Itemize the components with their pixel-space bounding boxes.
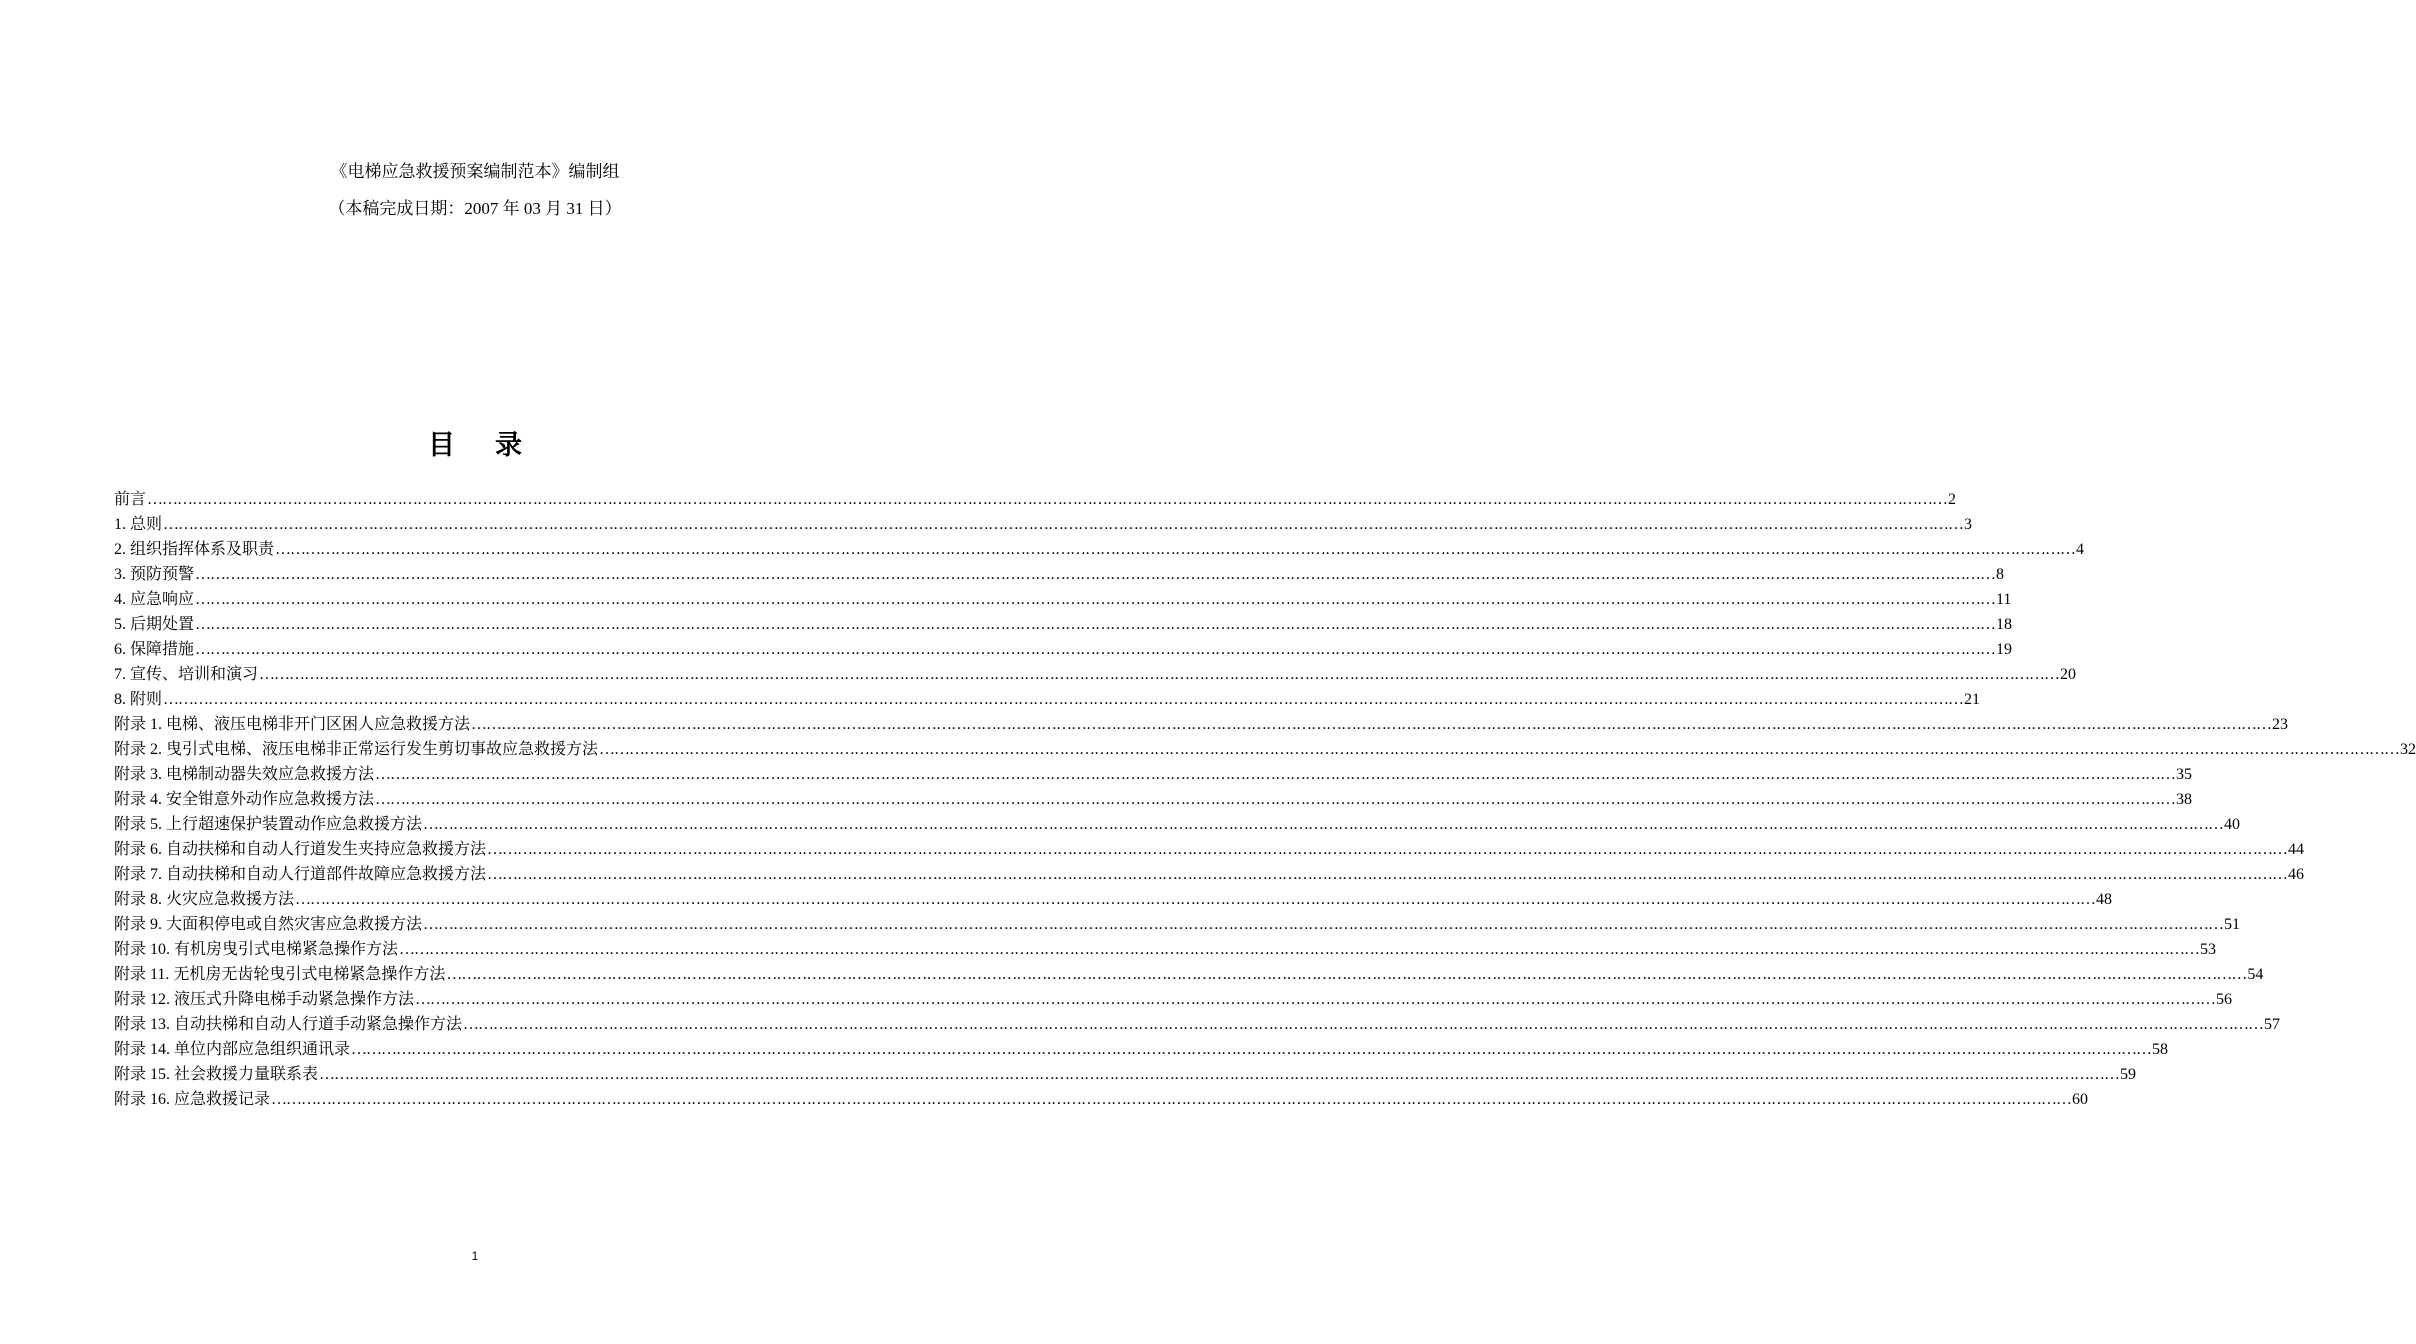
toc-entry-label: 1. 总则 — [114, 516, 163, 533]
toc-entry-page: 46 — [2288, 866, 2305, 883]
toc-dot-leader: ……………………………………………………………………………………………………………………………………………………………………………………………………………………………………………………………………………………………………………………………… — [446, 966, 2247, 983]
toc-title — [0, 428, 950, 462]
toc-entry-page: 60 — [2072, 1091, 2089, 1108]
toc-dot-leader: ……………………………………………………………………………………………………………………………………………………………………………………………………………………………………………………………………………………………………………………………… — [259, 666, 2060, 683]
toc-dot-leader: ……………………………………………………………………………………………………………………………………………………………………………………………………………………………………………………………………………………………………………………………… — [487, 866, 2288, 883]
toc-dot-leader: ……………………………………………………………………………………………………………………………………………………………………………………………………………………………………………………………………………………………………………………………… — [147, 491, 1948, 508]
toc-entry-page: 59 — [2120, 1066, 2137, 1083]
page-number: 1 — [471, 1249, 479, 1263]
toc-entry-page: 51 — [2224, 916, 2241, 933]
toc-entry[interactable] — [114, 1037, 2169, 1062]
completion-date-line: （本稿完成日期：2007 年 03 月 31 日） — [328, 199, 622, 218]
toc-entry-label: 附录 14. 单位内部应急组织通讯录 — [114, 1041, 351, 1058]
toc-dot-leader: ……………………………………………………………………………………………………………………………………………………………………………………………………………………………………………………………………………………………………………………………… — [399, 941, 2200, 958]
toc-dot-leader: ……………………………………………………………………………………………………………………………………………………………………………………………………………………………………………………………………………………………………………………………… — [271, 1091, 2072, 1108]
toc-entry[interactable] — [114, 612, 2013, 637]
toc-entry-page: 32 — [2400, 741, 2416, 758]
toc-dot-leader: ……………………………………………………………………………………………………………………………………………………………………………………………………………………………………………………………………………………………………………………………… — [195, 616, 1996, 633]
toc-entry-page: 53 — [2200, 941, 2217, 958]
toc-entry-label: 附录 7. 自动扶梯和自动人行道部件故障应急救援方法 — [114, 866, 487, 883]
toc-entry[interactable] — [114, 662, 2077, 687]
toc-dot-leader: ……………………………………………………………………………………………………………………………………………………………………………………………………………………………………………………………………………………………………………………………… — [195, 641, 1996, 658]
toc-entry-page: 4 — [2076, 541, 2085, 558]
toc-dot-leader: ……………………………………………………………………………………………………………………………………………………………………………………………………………………………………………………………………………………………………………………………… — [163, 516, 1964, 533]
toc-entry-page: 58 — [2152, 1041, 2169, 1058]
toc-entry[interactable] — [114, 987, 2233, 1012]
toc-entry-label: 附录 10. 有机房曳引式电梯紧急操作方法 — [114, 941, 399, 958]
toc-entry-label: 附录 3. 电梯制动器失效应急救援方法 — [114, 766, 375, 783]
toc-entry-page: 11 — [1996, 591, 2012, 608]
toc-title-char: 录 — [495, 430, 522, 460]
toc-entry-page: 23 — [2272, 716, 2289, 733]
toc-entry-page: 57 — [2264, 1016, 2281, 1033]
toc-entry-label: 附录 9. 大面积停电或自然灾害应急救援方法 — [114, 916, 423, 933]
toc-entry[interactable] — [114, 937, 2217, 962]
toc-entry-page: 35 — [2176, 766, 2193, 783]
toc-entry-page: 2 — [1948, 491, 1957, 508]
toc-dot-leader: ……………………………………………………………………………………………………………………………………………………………………………………………………………………………………………………………………………………………………………………………… — [351, 1041, 2152, 1058]
toc-entry-label: 附录 12. 液压式升降电梯手动紧急操作方法 — [114, 991, 415, 1008]
toc-entry[interactable] — [114, 1012, 2281, 1037]
toc-dot-leader: ……………………………………………………………………………………………………………………………………………………………………………………………………………………………………………………………………………………………………………………………… — [375, 766, 2176, 783]
toc-entry-label: 3. 预防预警 — [114, 566, 195, 583]
toc-entry-page: 3 — [1964, 516, 1973, 533]
toc-entry-page: 20 — [2060, 666, 2077, 683]
toc-list — [114, 487, 2416, 1112]
toc-entry-page: 48 — [2096, 891, 2113, 908]
toc-entry-page: 56 — [2216, 991, 2233, 1008]
toc-entry-label: 7. 宣传、培训和演习 — [114, 666, 259, 683]
toc-dot-leader: ……………………………………………………………………………………………………………………………………………………………………………………………………………………………………………………………………………………………………………………………… — [375, 791, 2176, 808]
toc-dot-leader: ……………………………………………………………………………………………………………………………………………………………………………………………………………………………………………………………………………………………………………………………… — [275, 541, 2076, 558]
toc-dot-leader: ……………………………………………………………………………………………………………………………………………………………………………………………………………………………………………………………………………………………………………………………… — [423, 816, 2224, 833]
toc-entry[interactable] — [114, 512, 1973, 537]
toc-entry[interactable] — [114, 762, 2193, 787]
toc-entry-label: 5. 后期处置 — [114, 616, 195, 633]
toc-entry-label: 附录 4. 安全钳意外动作应急救援方法 — [114, 791, 375, 808]
toc-entry[interactable] — [114, 837, 2305, 862]
toc-entry[interactable] — [114, 712, 2289, 737]
toc-entry[interactable] — [114, 737, 2416, 762]
toc-entry-label: 附录 15. 社会救援力量联系表 — [114, 1066, 319, 1083]
toc-entry-label: 前言 — [114, 491, 147, 508]
toc-entry-label: 4. 应急响应 — [114, 591, 195, 608]
toc-entry-label: 附录 11. 无机房无齿轮曳引式电梯紧急操作方法 — [114, 966, 446, 983]
toc-dot-leader: ……………………………………………………………………………………………………………………………………………………………………………………………………………………………………………………………………………………………………………………………… — [415, 991, 2216, 1008]
toc-entry[interactable] — [114, 862, 2305, 887]
toc-dot-leader: ……………………………………………………………………………………………………………………………………………………………………………………………………………………………………………………………………………………………………………………………… — [295, 891, 2096, 908]
toc-entry-page: 40 — [2224, 816, 2241, 833]
toc-dot-leader: ……………………………………………………………………………………………………………………………………………………………………………………………………………………………………………………………………………………………………………………………… — [319, 1066, 2120, 1083]
toc-entry-label: 附录 2. 曳引式电梯、液压电梯非正常运行发生剪切事故应急救援方法 — [114, 741, 599, 758]
toc-entry[interactable] — [114, 912, 2241, 937]
toc-dot-leader: ……………………………………………………………………………………………………………………………………………………………………………………………………………………………………………………………………………………………………………………………… — [195, 591, 1996, 608]
toc-entry[interactable] — [114, 562, 2005, 587]
committee-line: 《电梯应急救援预案编制范本》编制组 — [330, 162, 620, 181]
toc-entry[interactable] — [114, 962, 2264, 987]
toc-dot-leader: ……………………………………………………………………………………………………………………………………………………………………………………………………………………………………………………………………………………………………………………………… — [195, 566, 1996, 583]
toc-entry[interactable] — [114, 687, 1981, 712]
toc-dot-leader: ……………………………………………………………………………………………………………………………………………………………………………………………………………………………………………………………………………………………………………………………… — [463, 1016, 2264, 1033]
toc-entry[interactable] — [114, 812, 2241, 837]
toc-entry[interactable] — [114, 887, 2113, 912]
toc-entry-label: 6. 保障措施 — [114, 641, 195, 658]
toc-entry[interactable] — [114, 587, 2012, 612]
toc-entry-page: 21 — [1964, 691, 1981, 708]
toc-entry-label: 附录 5. 上行超速保护装置动作应急救援方法 — [114, 816, 423, 833]
toc-entry-label: 8. 附则 — [114, 691, 163, 708]
toc-title-char: 目 — [428, 430, 455, 460]
toc-entry-page: 54 — [2247, 966, 2264, 983]
toc-dot-leader: ……………………………………………………………………………………………………………………………………………………………………………………………………………………………………………………………………………………………………………………………… — [599, 741, 2400, 758]
toc-entry[interactable] — [114, 1087, 2089, 1112]
toc-dot-leader: ……………………………………………………………………………………………………………………………………………………………………………………………………………………………………………………………………………………………………………………………… — [471, 716, 2272, 733]
toc-entry[interactable] — [114, 787, 2193, 812]
toc-entry-label: 附录 13. 自动扶梯和自动人行道手动紧急操作方法 — [114, 1016, 463, 1033]
toc-entry[interactable] — [114, 1062, 2137, 1087]
toc-entry-page: 19 — [1996, 641, 2013, 658]
toc-entry-page: 38 — [2176, 791, 2193, 808]
toc-entry-label: 附录 8. 火灾应急救援方法 — [114, 891, 295, 908]
toc-entry-page: 18 — [1996, 616, 2013, 633]
toc-entry[interactable] — [114, 487, 1957, 512]
toc-entry-label: 2. 组织指挥体系及职责 — [114, 541, 275, 558]
toc-entry-page: 44 — [2288, 841, 2305, 858]
toc-entry-label: 附录 6. 自动扶梯和自动人行道发生夹持应急救援方法 — [114, 841, 487, 858]
toc-entry[interactable] — [114, 537, 2085, 562]
toc-dot-leader: ……………………………………………………………………………………………………………………………………………………………………………………………………………………………………………………………………………………………………………………………… — [423, 916, 2224, 933]
toc-dot-leader: ……………………………………………………………………………………………………………………………………………………………………………………………………………………………………………………………………………………………………………………………… — [163, 691, 1964, 708]
toc-entry-label: 附录 16. 应急救援记录 — [114, 1091, 271, 1108]
toc-entry-page: 8 — [1996, 566, 2005, 583]
toc-dot-leader: ……………………………………………………………………………………………………………………………………………………………………………………………………………………………………………………………………………………………………………………………… — [487, 841, 2288, 858]
toc-entry[interactable] — [114, 637, 2013, 662]
toc-entry-label: 附录 1. 电梯、液压电梯非开门区困人应急救援方法 — [114, 716, 471, 733]
